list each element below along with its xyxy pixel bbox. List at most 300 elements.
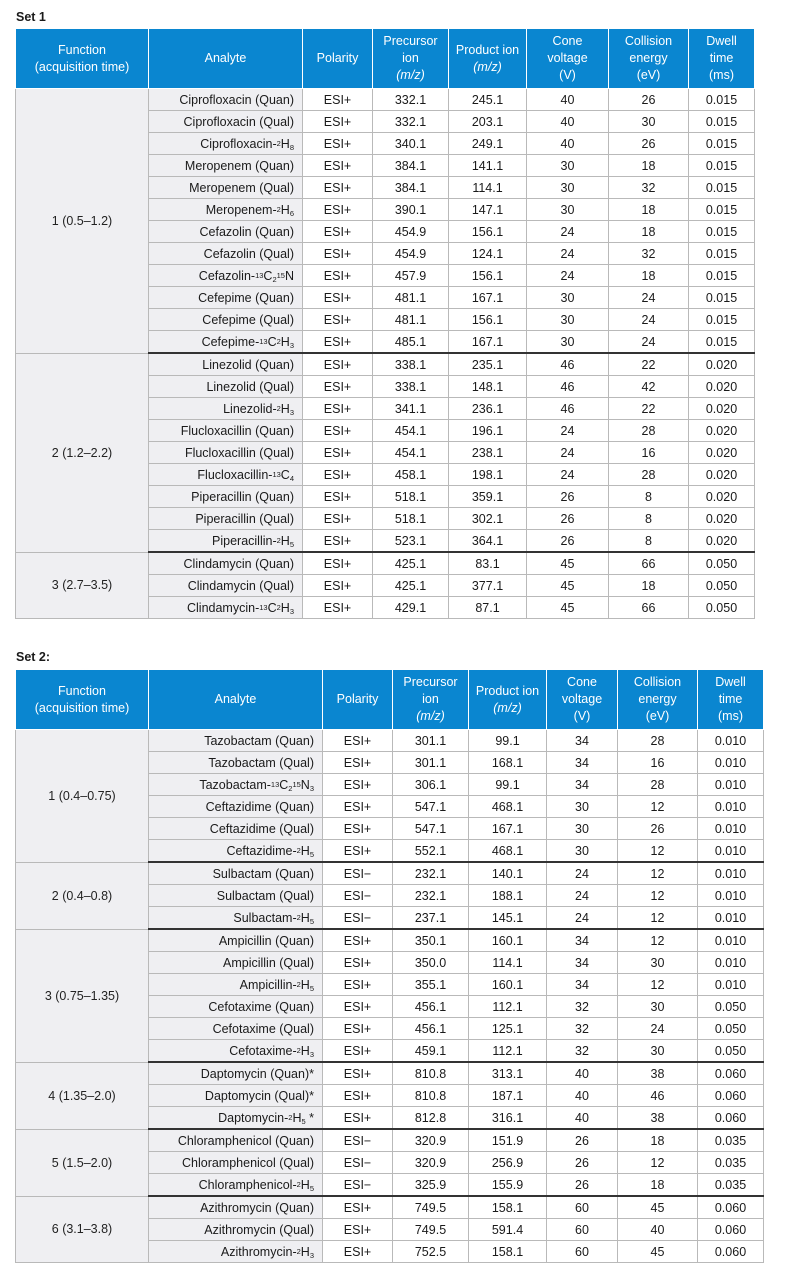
polarity-cell: ESI+ (303, 265, 373, 287)
dwell-cell: 0.060 (698, 1241, 764, 1263)
precursor-cell: 481.1 (373, 287, 449, 309)
analyte-cell: Ceftazidime-$^2H_5$ (149, 840, 323, 863)
cone-cell: 24 (547, 885, 618, 907)
cone-cell: 60 (547, 1219, 618, 1241)
set1-header-product (449, 29, 527, 89)
dwell-cell: 0.020 (689, 376, 755, 398)
set1-header-dwell-line: time (709, 51, 734, 65)
product-cell: 114.1 (469, 952, 547, 974)
cone-cell: 45 (527, 552, 609, 575)
product-cell: 377.1 (449, 575, 527, 597)
collision-cell: 18 (618, 1129, 698, 1152)
precursor-cell: 232.1 (393, 885, 469, 907)
set1-header-analyte: Analyte (149, 29, 303, 89)
precursor-cell: 384.1 (373, 155, 449, 177)
set2-header-precursor-line: Precursor (403, 675, 458, 689)
cone-cell: 26 (527, 486, 609, 508)
product-cell: 125.1 (469, 1018, 547, 1040)
set1-header-cone-line: (V) (559, 68, 576, 82)
collision-cell: 18 (618, 1174, 698, 1197)
analyte-cell: Ampicillin (Qual) (149, 952, 323, 974)
dwell-cell: 0.010 (698, 885, 764, 907)
set1-header-collision-line: (eV) (636, 68, 661, 82)
collision-cell: 66 (609, 597, 689, 619)
dwell-cell: 0.015 (689, 199, 755, 221)
polarity-cell: ESI− (323, 885, 393, 907)
collision-cell: 28 (618, 730, 698, 752)
precursor-cell: 429.1 (373, 597, 449, 619)
product-cell: 235.1 (449, 353, 527, 376)
collision-cell: 45 (618, 1196, 698, 1219)
product-cell: 140.1 (469, 862, 547, 885)
analyte-cell: Ampicillin (Quan) (149, 929, 323, 952)
product-cell: 249.1 (449, 133, 527, 155)
precursor-cell: 340.1 (373, 133, 449, 155)
collision-cell: 24 (609, 331, 689, 354)
dwell-cell: 0.050 (689, 575, 755, 597)
collision-cell: 24 (609, 287, 689, 309)
set2-header-collision-line: Collision (633, 675, 682, 689)
analyte-cell: Tazobactam (Qual) (149, 752, 323, 774)
polarity-cell: ESI+ (303, 353, 373, 376)
precursor-cell: 425.1 (373, 575, 449, 597)
precursor-cell: 301.1 (393, 752, 469, 774)
collision-cell: 42 (609, 376, 689, 398)
polarity-cell: ESI+ (323, 730, 393, 752)
analyte-cell: Ciprofloxacin (Qual) (149, 111, 303, 133)
product-cell: 83.1 (449, 552, 527, 575)
dwell-cell: 0.020 (689, 464, 755, 486)
set2-header-precursor (393, 670, 469, 730)
set2-header-product-line: Product ion (475, 683, 540, 698)
collision-cell: 28 (609, 420, 689, 442)
analyte-cell: Linezolid-$^2H_3$ (149, 398, 303, 420)
cone-cell: 24 (527, 265, 609, 287)
set2-header-function-line: (acquisition time) (34, 700, 130, 715)
collision-cell: 45 (618, 1241, 698, 1263)
table-row (16, 929, 764, 952)
product-cell: 198.1 (449, 464, 527, 486)
cone-cell: 34 (547, 974, 618, 996)
polarity-cell: ESI+ (323, 774, 393, 796)
analyte-cell: Azithromycin (Qual) (149, 1219, 323, 1241)
product-cell: 160.1 (469, 929, 547, 952)
table-row (16, 862, 764, 885)
precursor-cell: 454.9 (373, 221, 449, 243)
polarity-cell: ESI− (323, 907, 393, 930)
set1-header-function (16, 29, 149, 89)
cone-cell: 60 (547, 1196, 618, 1219)
collision-cell: 40 (618, 1219, 698, 1241)
analyte-cell: Flucloxacillin (Quan) (149, 420, 303, 442)
cone-cell: 24 (527, 243, 609, 265)
analyte-cell: Azithromycin-$^2H_3$ (149, 1241, 323, 1263)
set1-header-precursor-line: Precursor (383, 34, 438, 48)
analyte-cell: Flucloxacillin-$^{13}C_4$ (149, 464, 303, 486)
collision-cell: 38 (618, 1062, 698, 1085)
cone-cell: 40 (547, 1062, 618, 1085)
collision-cell: 16 (618, 752, 698, 774)
analyte-cell: Chloramphenicol-$^2H_5$ (149, 1174, 323, 1197)
analyte-cell: Ceftazidime (Quan) (149, 796, 323, 818)
dwell-cell: 0.015 (689, 111, 755, 133)
cone-cell: 34 (547, 929, 618, 952)
dwell-cell: 0.015 (689, 133, 755, 155)
polarity-cell: ESI+ (303, 155, 373, 177)
analyte-cell: Tazobactam-$^{13}C_2^{15}N_3$ (149, 774, 323, 796)
cone-cell: 30 (547, 796, 618, 818)
product-cell: 148.1 (449, 376, 527, 398)
collision-cell: 28 (618, 774, 698, 796)
analyte-cell: Cefazolin-$^{13}C_2^{15}N$ (149, 265, 303, 287)
precursor-cell: 338.1 (373, 376, 449, 398)
table-row (16, 89, 755, 111)
polarity-cell: ESI+ (303, 376, 373, 398)
set2-header-precursor-line: (m/z) (416, 709, 445, 723)
table-row (16, 1196, 764, 1219)
precursor-cell: 456.1 (393, 1018, 469, 1040)
collision-cell: 18 (609, 265, 689, 287)
polarity-cell: ESI+ (303, 530, 373, 553)
polarity-cell: ESI+ (303, 331, 373, 354)
set1-header-cone-line: voltage (547, 51, 588, 65)
product-cell: 99.1 (469, 730, 547, 752)
dwell-cell: 0.020 (689, 353, 755, 376)
dwell-cell: 0.010 (698, 929, 764, 952)
dwell-cell: 0.020 (689, 420, 755, 442)
set1-header-collision (609, 29, 689, 89)
cone-cell: 46 (527, 376, 609, 398)
product-cell: 112.1 (469, 1040, 547, 1063)
precursor-cell: 384.1 (373, 177, 449, 199)
collision-cell: 18 (609, 221, 689, 243)
cone-cell: 26 (547, 1174, 618, 1197)
collision-cell: 8 (609, 508, 689, 530)
polarity-cell: ESI+ (323, 996, 393, 1018)
dwell-cell: 0.015 (689, 155, 755, 177)
set1-header-precursor (373, 29, 449, 89)
collision-cell: 18 (609, 575, 689, 597)
analyte-cell: Clindamycin (Qual) (149, 575, 303, 597)
analyte-cell: Clindamycin-$^{13}C^2H_3$ (149, 597, 303, 619)
precursor-cell: 454.9 (373, 243, 449, 265)
dwell-cell: 0.050 (689, 597, 755, 619)
collision-cell: 22 (609, 398, 689, 420)
set1-header-dwell (689, 29, 755, 89)
polarity-cell: ESI+ (303, 442, 373, 464)
collision-cell: 12 (618, 862, 698, 885)
polarity-cell: ESI+ (303, 508, 373, 530)
dwell-cell: 0.010 (698, 862, 764, 885)
cone-cell: 24 (527, 221, 609, 243)
dwell-cell: 0.010 (698, 752, 764, 774)
product-cell: 151.9 (469, 1129, 547, 1152)
polarity-cell: ESI+ (303, 221, 373, 243)
collision-cell: 8 (609, 530, 689, 553)
analyte-cell: Chloramphenicol (Quan) (149, 1129, 323, 1152)
set1-header-precursor-line: (m/z) (396, 68, 425, 82)
product-cell: 313.1 (469, 1062, 547, 1085)
function-cell: 2 (1.2–2.2) (16, 353, 149, 552)
collision-cell: 12 (618, 907, 698, 930)
cone-cell: 26 (547, 1152, 618, 1174)
dwell-cell: 0.015 (689, 177, 755, 199)
product-cell: 124.1 (449, 243, 527, 265)
precursor-cell: 332.1 (373, 89, 449, 111)
dwell-cell: 0.015 (689, 309, 755, 331)
product-cell: 188.1 (469, 885, 547, 907)
polarity-cell: ESI+ (303, 575, 373, 597)
polarity-cell: ESI+ (303, 199, 373, 221)
cone-cell: 30 (527, 199, 609, 221)
product-cell: 145.1 (469, 907, 547, 930)
precursor-cell: 325.9 (393, 1174, 469, 1197)
cone-cell: 30 (527, 309, 609, 331)
polarity-cell: ESI+ (323, 1196, 393, 1219)
dwell-cell: 0.035 (698, 1152, 764, 1174)
product-cell: 468.1 (469, 796, 547, 818)
collision-cell: 24 (618, 1018, 698, 1040)
dwell-cell: 0.010 (698, 796, 764, 818)
product-cell: 158.1 (469, 1196, 547, 1219)
set2-header-dwell-line: (ms) (718, 709, 743, 723)
collision-cell: 12 (618, 1152, 698, 1174)
analyte-cell: Piperacillin (Quan) (149, 486, 303, 508)
set1-header-function-line: Function (58, 42, 106, 57)
polarity-cell: ESI+ (323, 1018, 393, 1040)
analyte-cell: Daptomycin (Qual)* (149, 1085, 323, 1107)
collision-cell: 16 (609, 442, 689, 464)
analyte-cell: Daptomycin (Quan)* (149, 1062, 323, 1085)
cone-cell: 26 (527, 508, 609, 530)
precursor-cell: 552.1 (393, 840, 469, 863)
analyte-cell: Sulbactam-$^2H_5$ (149, 907, 323, 930)
set1-header-row (16, 29, 755, 89)
collision-cell: 32 (609, 243, 689, 265)
dwell-cell: 0.050 (689, 552, 755, 575)
product-cell: 245.1 (449, 89, 527, 111)
set2-header-dwell-line: Dwell (715, 675, 746, 689)
precursor-cell: 350.1 (393, 929, 469, 952)
polarity-cell: ESI+ (303, 398, 373, 420)
precursor-cell: 390.1 (373, 199, 449, 221)
analyte-cell: Flucloxacillin (Qual) (149, 442, 303, 464)
set2-table (15, 669, 764, 1263)
set1-header-dwell-line: Dwell (706, 34, 737, 48)
function-cell: 3 (0.75–1.35) (16, 929, 149, 1062)
product-cell: 256.9 (469, 1152, 547, 1174)
function-cell: 2 (0.4–0.8) (16, 862, 149, 929)
dwell-cell: 0.060 (698, 1062, 764, 1085)
precursor-cell: 320.9 (393, 1152, 469, 1174)
cone-cell: 34 (547, 774, 618, 796)
product-cell: 238.1 (449, 442, 527, 464)
analyte-cell: Daptomycin-$^2H_5$ * (149, 1107, 323, 1130)
product-cell: 167.1 (449, 331, 527, 354)
collision-cell: 12 (618, 885, 698, 907)
collision-cell: 12 (618, 840, 698, 863)
table-row (16, 552, 755, 575)
dwell-cell: 0.060 (698, 1196, 764, 1219)
set2-header-function-line: Function (58, 683, 106, 698)
product-cell: 114.1 (449, 177, 527, 199)
set1-header-collision-line: Collision (624, 34, 673, 48)
product-cell: 167.1 (469, 818, 547, 840)
precursor-cell: 341.1 (373, 398, 449, 420)
dwell-cell: 0.035 (698, 1174, 764, 1197)
set2-header-dwell (698, 670, 764, 730)
product-cell: 203.1 (449, 111, 527, 133)
polarity-cell: ESI+ (303, 552, 373, 575)
polarity-cell: ESI+ (303, 133, 373, 155)
polarity-cell: ESI+ (323, 974, 393, 996)
set1-header-cone (527, 29, 609, 89)
product-cell: 156.1 (449, 309, 527, 331)
product-cell: 156.1 (449, 265, 527, 287)
set2-header-collision (618, 670, 698, 730)
analyte-cell: Clindamycin (Quan) (149, 552, 303, 575)
polarity-cell: ESI+ (323, 1241, 393, 1263)
precursor-cell: 749.5 (393, 1196, 469, 1219)
cone-cell: 26 (527, 530, 609, 553)
analyte-cell: Chloramphenicol (Qual) (149, 1152, 323, 1174)
dwell-cell: 0.015 (689, 331, 755, 354)
collision-cell: 12 (618, 929, 698, 952)
dwell-cell: 0.015 (689, 265, 755, 287)
precursor-cell: 523.1 (373, 530, 449, 553)
collision-cell: 30 (618, 996, 698, 1018)
cone-cell: 40 (547, 1107, 618, 1130)
cone-cell: 34 (547, 752, 618, 774)
cone-cell: 30 (527, 177, 609, 199)
polarity-cell: ESI+ (303, 309, 373, 331)
set1-header-function-line: (acquisition time) (34, 59, 130, 74)
cone-cell: 30 (527, 155, 609, 177)
dwell-cell: 0.010 (698, 952, 764, 974)
precursor-cell: 812.8 (393, 1107, 469, 1130)
table-row (16, 1062, 764, 1085)
table-row (16, 353, 755, 376)
table-row (16, 1129, 764, 1152)
dwell-cell: 0.015 (689, 243, 755, 265)
collision-cell: 46 (618, 1085, 698, 1107)
polarity-cell: ESI+ (323, 818, 393, 840)
polarity-cell: ESI− (323, 1129, 393, 1152)
precursor-cell: 237.1 (393, 907, 469, 930)
analyte-cell: Cefazolin (Quan) (149, 221, 303, 243)
cone-cell: 30 (547, 818, 618, 840)
product-cell: 160.1 (469, 974, 547, 996)
precursor-cell: 457.9 (373, 265, 449, 287)
polarity-cell: ESI+ (323, 796, 393, 818)
set1-header-precursor-line: ion (402, 51, 419, 65)
cone-cell: 24 (527, 442, 609, 464)
dwell-cell: 0.015 (689, 89, 755, 111)
collision-cell: 18 (609, 199, 689, 221)
analyte-cell: Cefotaxime (Qual) (149, 1018, 323, 1040)
dwell-cell: 0.020 (689, 398, 755, 420)
polarity-cell: ESI+ (303, 597, 373, 619)
cone-cell: 34 (547, 952, 618, 974)
polarity-cell: ESI+ (323, 1062, 393, 1085)
polarity-cell: ESI+ (323, 1085, 393, 1107)
product-cell: 156.1 (449, 221, 527, 243)
precursor-cell: 332.1 (373, 111, 449, 133)
cone-cell: 24 (527, 464, 609, 486)
cone-cell: 46 (527, 353, 609, 376)
dwell-cell: 0.020 (689, 508, 755, 530)
collision-cell: 30 (618, 1040, 698, 1063)
precursor-cell: 547.1 (393, 818, 469, 840)
precursor-cell: 485.1 (373, 331, 449, 354)
product-cell: 236.1 (449, 398, 527, 420)
dwell-cell: 0.010 (698, 840, 764, 863)
polarity-cell: ESI+ (323, 952, 393, 974)
precursor-cell: 810.8 (393, 1085, 469, 1107)
set1-header-cone-line: Cone (552, 34, 583, 48)
precursor-cell: 458.1 (373, 464, 449, 486)
cone-cell: 45 (527, 575, 609, 597)
product-cell: 87.1 (449, 597, 527, 619)
precursor-cell: 301.1 (393, 730, 469, 752)
precursor-cell: 810.8 (393, 1062, 469, 1085)
collision-cell: 38 (618, 1107, 698, 1130)
precursor-cell: 547.1 (393, 796, 469, 818)
polarity-cell: ESI+ (303, 177, 373, 199)
set1-header-product-line: (m/z) (473, 59, 502, 74)
collision-cell: 28 (609, 464, 689, 486)
polarity-cell: ESI+ (303, 287, 373, 309)
polarity-cell: ESI+ (303, 420, 373, 442)
collision-cell: 26 (609, 133, 689, 155)
polarity-cell: ESI+ (303, 464, 373, 486)
analyte-cell: Meropenem-$^2H_6$ (149, 199, 303, 221)
dwell-cell: 0.060 (698, 1107, 764, 1130)
set1-header-collision-line: energy (629, 51, 668, 65)
product-cell: 364.1 (449, 530, 527, 553)
dwell-cell: 0.015 (689, 221, 755, 243)
analyte-cell: Linezolid (Quan) (149, 353, 303, 376)
cone-cell: 24 (547, 862, 618, 885)
analyte-cell: Cefepime (Quan) (149, 287, 303, 309)
analyte-cell: Ampicillin-$^2H_5$ (149, 974, 323, 996)
precursor-cell: 355.1 (393, 974, 469, 996)
product-cell: 196.1 (449, 420, 527, 442)
polarity-cell: ESI+ (303, 89, 373, 111)
product-cell: 187.1 (469, 1085, 547, 1107)
dwell-cell: 0.060 (698, 1085, 764, 1107)
dwell-cell: 0.050 (698, 996, 764, 1018)
product-cell: 147.1 (449, 199, 527, 221)
product-cell: 359.1 (449, 486, 527, 508)
polarity-cell: ESI+ (303, 243, 373, 265)
analyte-cell: Ciprofloxacin-$^2H_8$ (149, 133, 303, 155)
analyte-cell: Cefotaxime-$^2H_3$ (149, 1040, 323, 1063)
polarity-cell: ESI+ (323, 929, 393, 952)
cone-cell: 45 (527, 597, 609, 619)
product-cell: 167.1 (449, 287, 527, 309)
analyte-cell: Sulbactam (Qual) (149, 885, 323, 907)
cone-cell: 40 (547, 1085, 618, 1107)
cone-cell: 34 (547, 730, 618, 752)
dwell-cell: 0.050 (698, 1018, 764, 1040)
analyte-cell: Piperacillin (Qual) (149, 508, 303, 530)
product-cell: 316.1 (469, 1107, 547, 1130)
dwell-cell: 0.010 (698, 730, 764, 752)
cone-cell: 26 (547, 1129, 618, 1152)
set2-title: Set 2: (16, 650, 51, 664)
set2-header-polarity: Polarity (323, 670, 393, 730)
